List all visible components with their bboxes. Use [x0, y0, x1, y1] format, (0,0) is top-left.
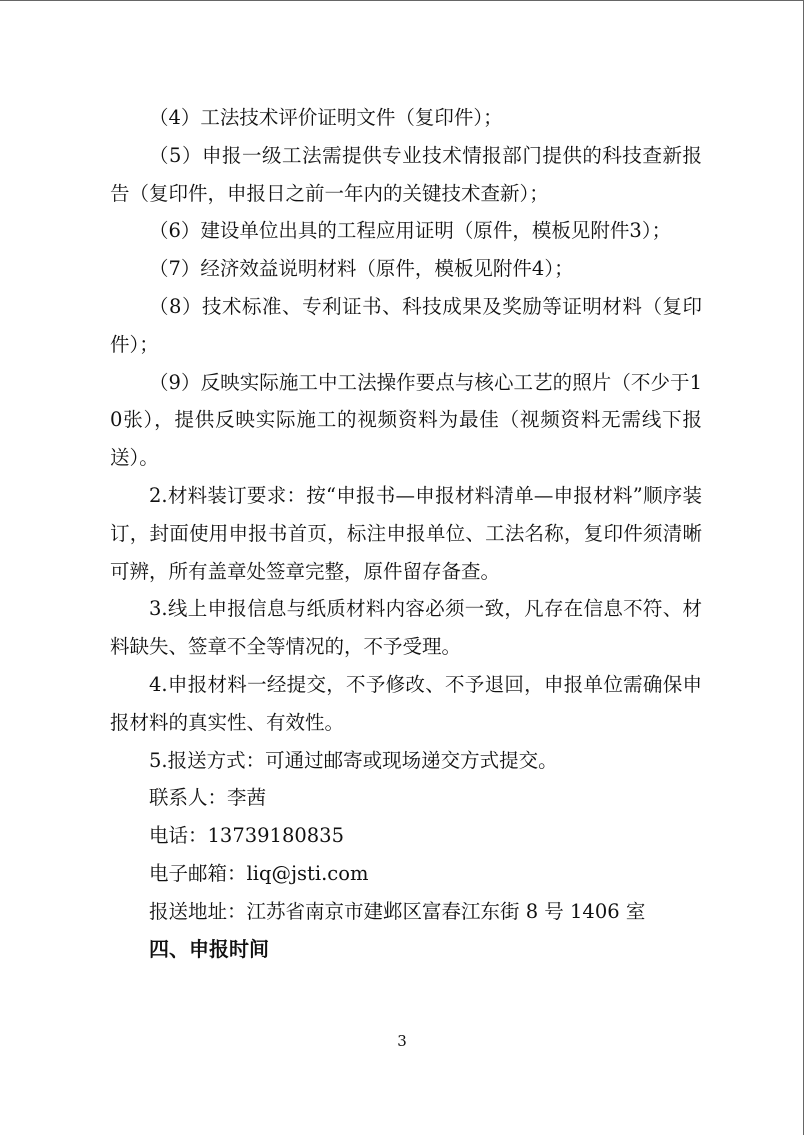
- contact-person: 联系人：李茜: [149, 786, 267, 810]
- page-number: 3: [397, 1032, 407, 1050]
- paragraph-item-4: （4）工法技术评价证明文件（复印件）；: [149, 106, 503, 129]
- page-border-top: [0, 0, 804, 1]
- paragraph-item-6: （6）建设单位出具的工程应用证明（原件，模板见附件3）；: [149, 219, 672, 243]
- paragraph-consistency-rule: 3.线上申报信息与纸质材料内容必须一致，凡存在信息不符、材料缺失、签章不全等情况的，不予受理。: [110, 597, 702, 659]
- paragraph-item-7: （7）经济效益说明材料（原件，模板见附件4）；: [149, 257, 574, 281]
- paragraph-submission-method: 5.报送方式：可通过邮寄或现场递交方式提交。: [149, 748, 558, 772]
- paragraph-item-5: （5）申报一级工法需提供专业技术情报部门提供的科技查新报告（复印件，申报日之前一年内的关键技术查新）；: [110, 143, 702, 205]
- paragraph-item-8: （8）技术标准、专利证书、科技成果及奖励等证明材料（复印件）；: [110, 294, 702, 356]
- contact-phone: 电话：13739180835: [149, 824, 344, 848]
- document-body: [110, 99, 702, 968]
- contact-email: 电子邮箱：liq@jsti.com: [149, 861, 369, 885]
- paragraph-no-return-rule: 4.申报材料一经提交，不予修改、不予退回，申报单位需确保申报材料的真实性、有效性。: [110, 672, 702, 734]
- section-heading: 四、申报时间: [149, 936, 269, 961]
- paragraph-binding-requirements: 2.材料装订要求：按“申报书—申报材料清单—申报材料”顺序装订，封面使用申报书首页，标注申报单位、工法名称，复印件须清晰可辨，所有盖章处签章完整，原件留存备查。: [110, 483, 702, 583]
- paragraph-item-9: （9）反映实际施工中工法操作要点与核心工艺的照片（不少于10张），提供反映实际施工的视频资料为最佳（视频资料无需线下报送）。: [110, 370, 702, 470]
- submission-address: 报送地址：江苏省南京市建邺区富春江东街 8 号 1406 室: [149, 899, 646, 923]
